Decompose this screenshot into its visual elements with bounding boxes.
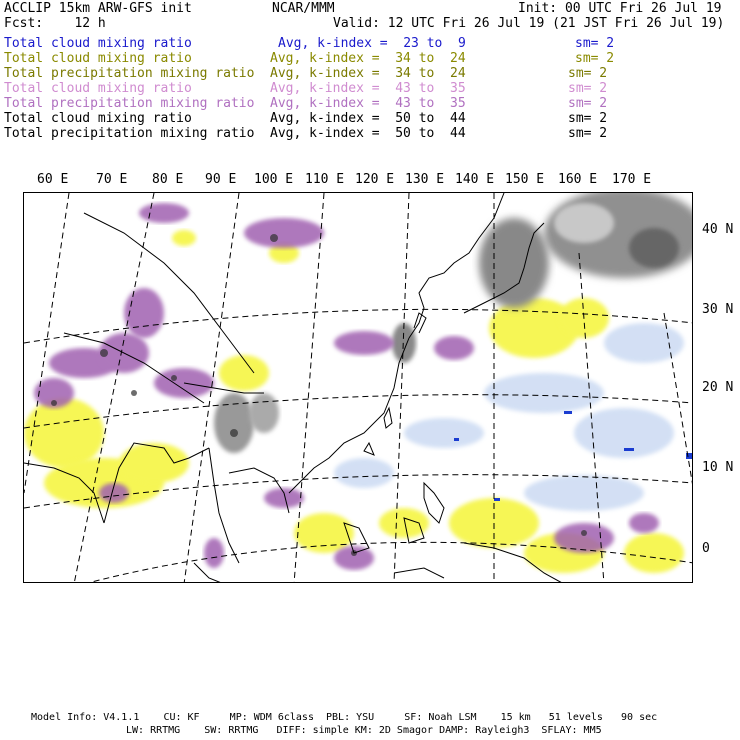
model-info-line2: LW: RRTMG SW: RRTMG DIFF: simple KM: 2D Smagor DAMP: Rayleigh3 SFLAY: MM5 (126, 725, 602, 736)
longitude-label: 160 E (558, 172, 598, 187)
field-smoothing: sm= 2 (575, 36, 615, 51)
field-avg: Avg, k-index = 23 to 9 (278, 36, 466, 51)
field-name: Total cloud mixing ratio (4, 51, 192, 66)
field-avg: Avg, k-index = 50 to 44 (270, 111, 466, 126)
valid-time: Valid: 12 UTC Fri 26 Jul 19 (21 JST Fri 26 Jul 19) (333, 16, 725, 31)
field-name: Total precipitation mixing ratio (4, 126, 255, 141)
longitude-label: 100 E (254, 172, 294, 187)
field-avg: Avg, k-index = 43 to 35 (270, 81, 466, 96)
map-panel (23, 192, 693, 583)
field-smoothing: sm= 2 (568, 81, 608, 96)
model-title: ACCLIP 15km ARW-GFS init (4, 1, 192, 16)
field-name: Total precipitation mixing ratio (4, 96, 255, 111)
longitude-label: 130 E (405, 172, 445, 187)
longitude-label: 70 E (96, 172, 128, 187)
model-info-line1: Model Info: V4.1.1 CU: KF MP: WDM 6class PBL: YSU SF: Noah LSM 15 km 51 levels 90 sec (31, 712, 658, 723)
init-time: Init: 00 UTC Fri 26 Jul 19 (518, 1, 722, 16)
longitude-label: 90 E (205, 172, 237, 187)
latitude-label: 20 N (702, 380, 734, 395)
forecast-hour: Fcst: 12 h (4, 16, 106, 31)
longitude-label: 120 E (355, 172, 395, 187)
latitude-label: 10 N (702, 460, 734, 475)
latitude-label: 30 N (702, 302, 734, 317)
field-avg: Avg, k-index = 50 to 44 (270, 126, 466, 141)
field-name: Total precipitation mixing ratio (4, 66, 255, 81)
field-avg: Avg, k-index = 34 to 24 (270, 66, 466, 81)
field-smoothing: sm= 2 (568, 111, 608, 126)
longitude-label: 60 E (37, 172, 69, 187)
latitude-label: 0 (702, 541, 710, 556)
field-avg: Avg, k-index = 34 to 24 (270, 51, 466, 66)
field-name: Total cloud mixing ratio (4, 111, 192, 126)
longitude-label: 110 E (305, 172, 345, 187)
field-name: Total cloud mixing ratio (4, 36, 192, 51)
latitude-label: 40 N (702, 222, 734, 237)
field-smoothing: sm= 2 (568, 66, 608, 81)
field-avg: Avg, k-index = 43 to 35 (270, 96, 466, 111)
field-name: Total cloud mixing ratio (4, 81, 192, 96)
org-label: NCAR/MMM (272, 1, 335, 16)
field-smoothing: sm= 2 (575, 51, 615, 66)
longitude-label: 80 E (152, 172, 184, 187)
longitude-label: 170 E (612, 172, 652, 187)
field-smoothing: sm= 2 (568, 126, 608, 141)
longitude-label: 140 E (455, 172, 495, 187)
field-smoothing: sm= 2 (568, 96, 608, 111)
map-svg (24, 193, 693, 583)
longitude-label: 150 E (505, 172, 545, 187)
